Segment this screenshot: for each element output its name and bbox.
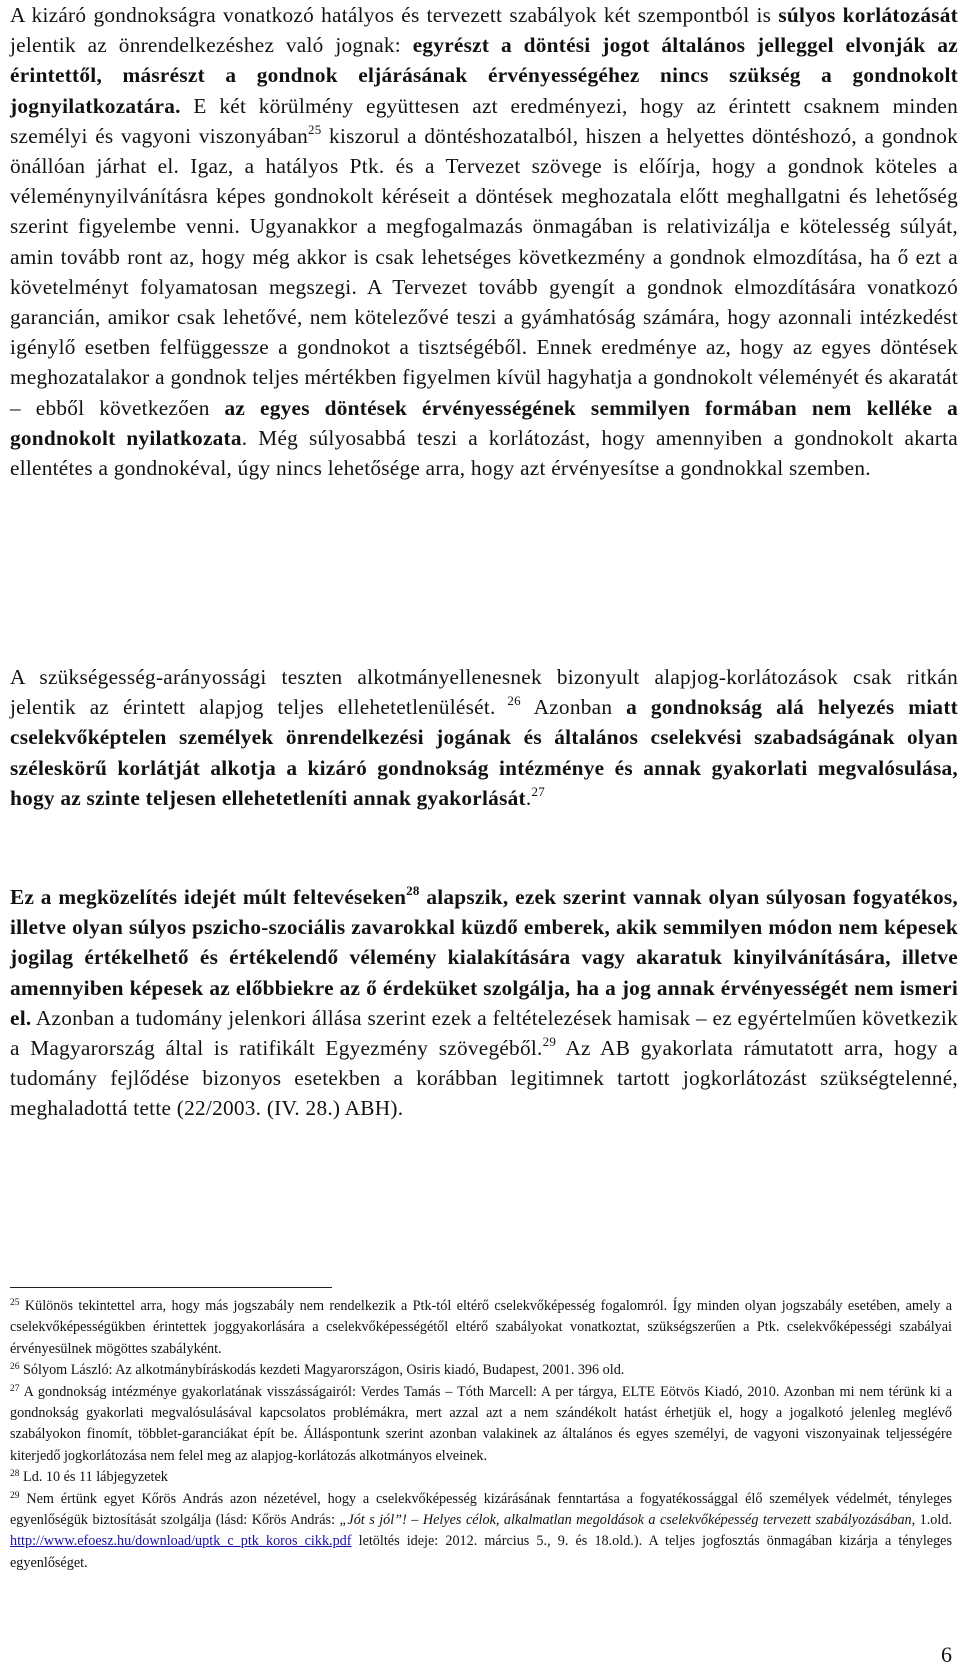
footnote-27 — [10, 1382, 952, 1468]
footnote-ref-28[interactable]: 28 — [406, 883, 420, 898]
text-run: . Még súlyosabbá teszi a korlátozást, hogy amennyiben a gondnokolt akarta ellentétes a gondnokéval, úgy nincs lehetősége arra, hogy azt érvényesítse a gondnokkal szemben. — [10, 425, 958, 481]
footnote-ref-26[interactable]: 26 — [495, 693, 521, 709]
footnote-number: 27 — [10, 1383, 20, 1394]
footnote-number: 25 — [10, 1298, 20, 1308]
footnote-italic-title: „Jót s jól”! – Helyes célok, alkalmatlan megoldások a cselekvőképesség tervezett szabályozásában — [339, 1512, 912, 1529]
footnote-link[interactable]: http://www.efoesz.hu/download/uptk_c_ptk_koros_cikk.pdf — [10, 1533, 352, 1550]
text-run: kiszorul a döntéshozatalból, hiszen a helyettes döntéshozó, a gondnok önállóan járhat el. Igaz, a hatályos Ptk. és a Tervezet szövege is előírja, hogy a gondnok köteles a véleménynyilvánításra képes gondnokolt kéréseit a döntések meghozatala előtt meghallgatni és lehetőség szerint figyelembe venni. Ugyanakkor a megfogalmazás önmagában is relativizálja e kötelesség súlyát, amin tovább ront az, hogy még akkor is csak lehetséges következmény a gondnok elmozdítása, ha ő ezt a követelményt folyamatosan megszegi. A Tervezet tovább gyengít a gondnok elmozdítására vonatkozó garancián, amikor csak lehetővé, nem kötelezővé teszi a gyámhatóság számára, hogy azonnali intézkedést igénylő esetben felfüggessze a gondnokot a tisztségéből. Ennek eredménye az, hogy az egyes döntések meghozatalakor a gondnok teljes mértékben figyelmen kívül hagyhatja a gondnokolt véleményét és akaratát – ebből következően — [10, 123, 958, 420]
text-run: Azonban — [520, 695, 627, 720]
text-run: A szükségesség-arányossági teszten alkotmányellenesnek bizonyult alapjog-korlátozások csak ritkán jelentik az érintett alapjog teljes ellehetetlenülését. — [10, 665, 958, 720]
text-run: A kizáró gondnokságra vonatkozó hatályos és tervezett szabályok két szempontból is — [10, 3, 779, 27]
bold-run: egyrészt a döntési jogot általános jelleggel elvonják az érintettől, másrészt a gondnok eljárásának érvényességéhez nincs szükség a gondnokolt jognyilatkozatára. — [10, 33, 958, 118]
footnote-28 — [10, 1467, 952, 1488]
paragraph-3 — [10, 882, 958, 1124]
text-run: . — [525, 785, 532, 810]
footnote-text: , 1.old. — [911, 1512, 952, 1529]
footnote-ref-27[interactable]: 27 — [531, 783, 545, 799]
footnote-text: Ld. 10 és 11 lábjegyzetek — [19, 1469, 168, 1486]
footnotes — [10, 1296, 952, 1574]
footnote-ref-25[interactable]: 25 — [308, 121, 322, 137]
footnote-29 — [10, 1489, 952, 1575]
footnote-text: letöltés ideje: 2012. március 5., 9. és 18.old.). A teljes jogfosztás önmagában kizárja a tényleges egyenlőséget. — [10, 1533, 952, 1571]
footnote-text: Sólyom László: Az alkotmánybíráskodás kezdeti Magyarországon, Osiris kiadó, Budapest, 2001. 396 old. — [19, 1362, 625, 1379]
text-run: E két körülmény együttesen azt eredményezi, hogy az érintett csaknem minden személyi és vagyoni viszonyában — [10, 93, 958, 148]
paragraph-2 — [10, 662, 958, 813]
bold-run: alapszik, ezek szerint vannak olyan súlyosan fogyatékos, illetve olyan súlyos pszicho-szociális zavarokkal küzdő emberek, akik semmilyen módon nem képesek jogilag értékelhető és értékelendő vélemény kialakítására vagy akaratuk kinyilvánítására, illetve amennyiben képesek az előbbiekre az ő érdeküket szolgálja, ha a jog annak érvényességét nem ismeri el. — [10, 885, 958, 1030]
text-run: jelentik az önrendelkezéshez való jognak: — [10, 33, 413, 58]
paragraph-1 — [10, 0, 958, 483]
footnote-26 — [10, 1360, 952, 1381]
bold-run: a gondnokság alá helyezés miatt cselekvőképtelen személyek önrendelkezési jogának és általános cselekvési szabadságának olyan széleskörű korlátját alkotja a kizáró gondnokság intézménye és annak gyakorlati megvalósulása, hogy az szinte teljesen ellehetetleníti annak gyakorlását — [10, 695, 959, 810]
footnote-number: 26 — [10, 1362, 20, 1373]
text-run: Az AB gyakorlata rámutatott arra, hogy a tudomány fejlődése bizonyos esetekben a korábban legitimnek tartott jogkorlátozást szükségtelenné, meghaladottá tette (22/2003. (IV. 28.) ABH). — [10, 1036, 958, 1121]
bold-run: az egyes döntések érvényességének semmilyen formában nem kelléke a gondnokolt nyilatkozata — [10, 395, 958, 450]
footnote-text: Nem értünk egyet Kőrös András azon nézetével, hogy a cselekvőképesség kizárásának fenntartása a fogyatékossággal élő személyek védelmét, tényleges egyenlőségük biztosítását szolgálja (lásd: Kőrös András: — [10, 1490, 952, 1529]
footnote-25 — [10, 1296, 952, 1360]
page-number: 6 — [941, 1642, 952, 1667]
footnote-text: A gondnokság intézménye gyakorlatának visszásságairól: Verdes Tamás – Tóth Marcell: A per tárgya, ELTE Eötvös Kiadó, 2010. Azonban mi nem térünk ki a gondnokság gyakorlati megvalósulásával kapcsolatos problémákra, mert azzal azt a nem szándékolt hatást érhetjük el, hogy a jogalkotó jelenleg meglévő szabályokon finomít, többlet-garanciákat épít be. Álláspontunk szerint azonban valakinek az általános és egyes személyi, de vagyoni viszonyainak teljességére kiterjedő jogkorlátozása nem felel meg az alapjog-korlátozás alkotmányos elveinek. — [10, 1383, 952, 1464]
footnote-text: Különös tekintettel arra, hogy más jogszabály nem rendelkezik a Ptk-tól eltérő cselekvőképesség fogalomról. Így minden olyan jogszabály esetében, amely a cselekvőképességükben érintettek joggyakorlására a cselekvőképességétől eltérő szabályokat vonatkoztat, szükségszerűen a Ptk. cselekvőképességi szabályai érvényesülnek mögöttes szabályként. — [10, 1298, 952, 1357]
footnote-separator — [10, 1287, 332, 1288]
footnote-number: 29 — [10, 1490, 20, 1501]
footnote-ref-29[interactable]: 29 — [542, 1034, 557, 1050]
footnote-number: 28 — [10, 1469, 20, 1480]
bold-run: súlyos korlátozását — [778, 3, 958, 27]
bold-run: Ez a megközelítés idejét múlt feltevéseken — [10, 885, 407, 909]
text-run: Azonban a tudomány jelenkori állása szerint ezek a feltételezések hamisak – ez egyértelműen következik a Magyarország által is ratifikált Egyezmény szövegéből. — [10, 1005, 958, 1061]
